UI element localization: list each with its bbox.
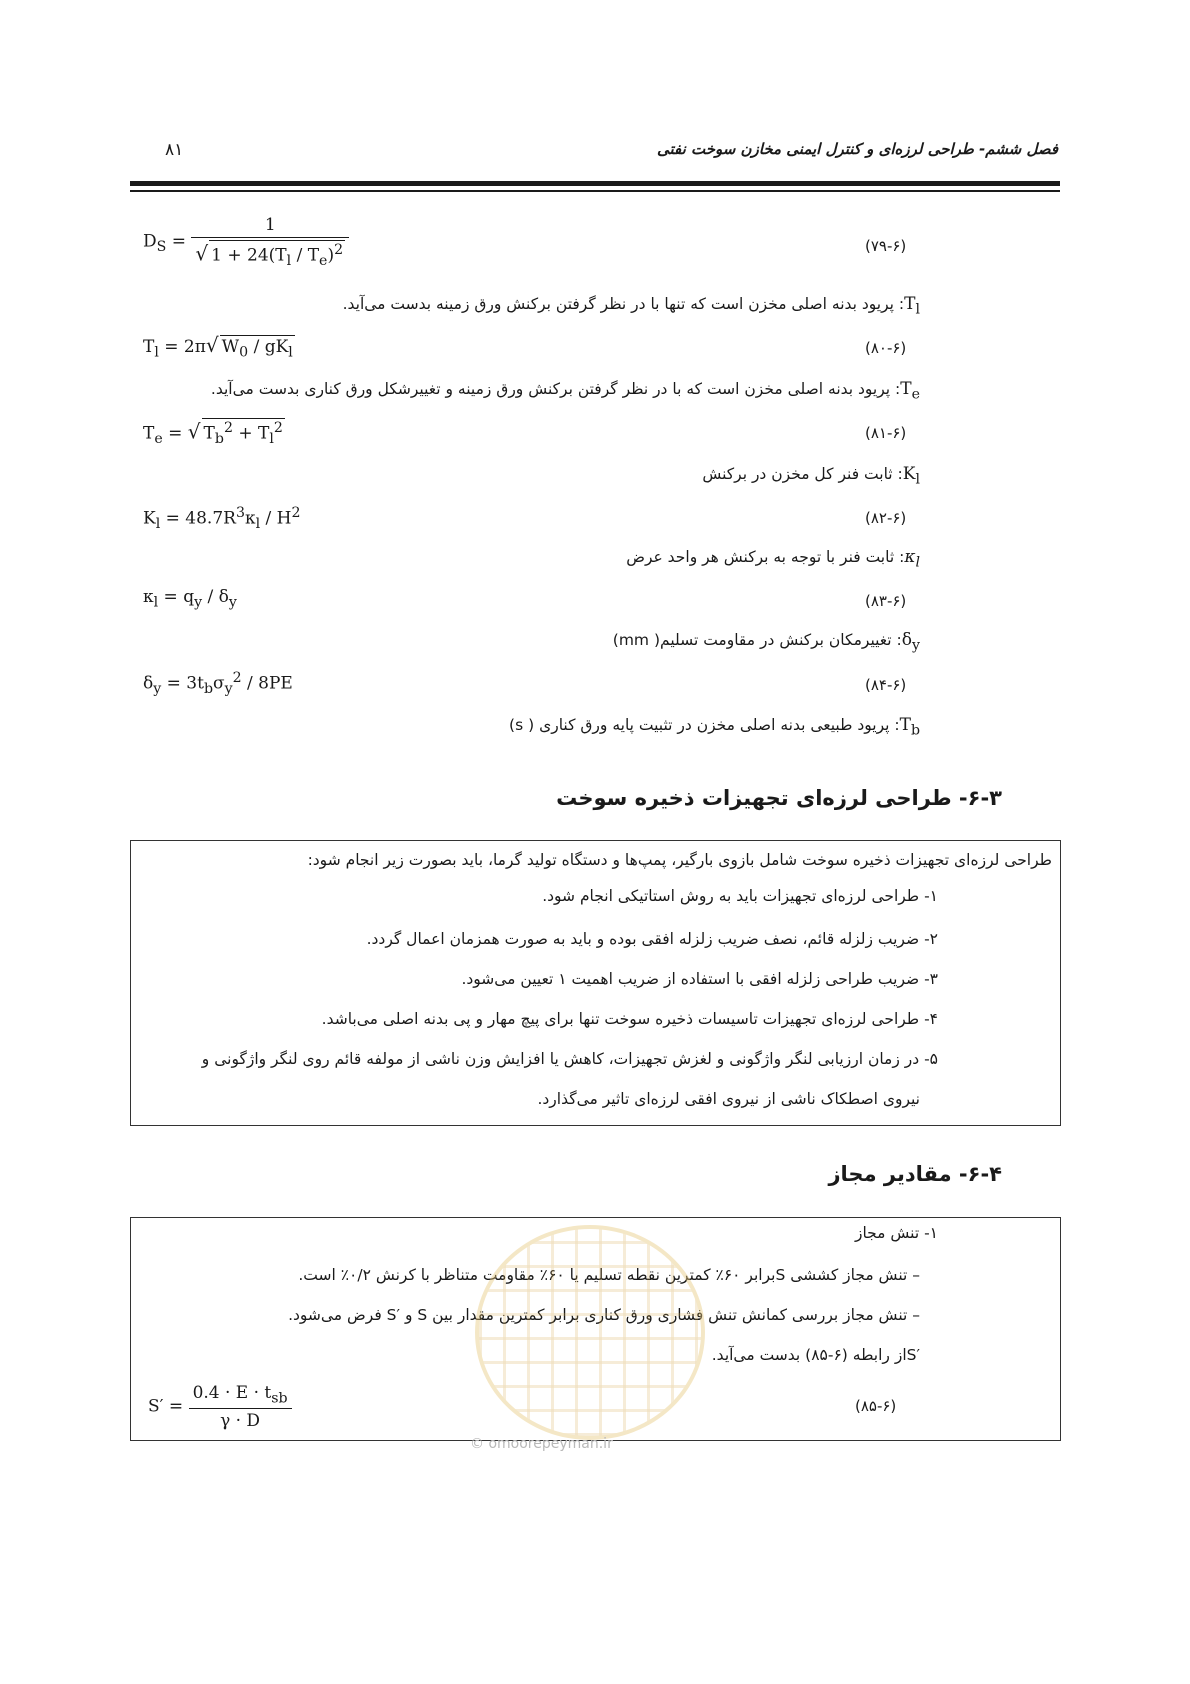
definition-k1: $K_l$: ثابت فنر کل مخزن در برکنش (702, 464, 920, 488)
definition-te: $T_e$: پریود بدنه اصلی مخزن است که با در نظر گرفتن برکنش ورق زمینه و تغییرشکل ورق کناری بدست می‌آید. (210, 379, 920, 403)
equation-number: (۸۴-۶) (865, 676, 907, 694)
equation-number: (۸۲-۶) (865, 509, 907, 527)
list-item: ۲- ضریب زلزله قائم، نصف ضریب زلزله افقی بوده و باید به صورت همزمان اعمال گردد. (366, 930, 938, 948)
equation-83: $\kappa_l = q_y / \delta_y$ (143, 587, 237, 611)
equation-number: (۸۱-۶) (865, 424, 907, 442)
sprime-note: ′Sاز رابطه (۶-۸۵) بدست می‌آید. (711, 1346, 920, 1364)
tensile-stress-bullet: – تنش مجاز کششی Sبرابر ۶۰٪ کمترین نقطه تسلیم یا ۶۰٪ مقاومت متناظر با کرنش ۰/۲٪ است. (298, 1266, 920, 1284)
list-item: ۱- طراحی لرزه‌ای تجهیزات باید به روش استاتیکی انجام شود. (542, 887, 938, 905)
definition-deltay: $\delta_y$: تغییرمکان برکنش در مقاومت تسلیم( mm) (612, 630, 920, 654)
watermark-url: © omoorepeyman.ir (470, 1436, 613, 1452)
equation-85: S′ = $\frac{0.4 \cdot E \cdot t_{sb}}{\gamma \cdot D}$ (148, 1383, 292, 1431)
section-heading-6-3: ۶-۳- طراحی لرزه‌ای تجهیزات ذخیره سوخت (556, 786, 1002, 810)
header-rule-thick (130, 181, 1060, 186)
section-heading-6-4: ۶-۴- مقادیر مجاز (828, 1162, 1002, 1186)
list-item: ۵- در زمان ارزیابی لنگر واژگونی و لغزش تجهیزات، کاهش یا افزایش وزن ناشی از مولفه قائم روی لنگر واژگونی و (201, 1050, 938, 1068)
equation-81: $T_e$ = √ $T_b^2 + T_l^2$ (143, 419, 283, 448)
equation-84: $\delta_y = 3t_b\sigma_y^2 / 8PE$ (143, 670, 293, 698)
list-item: ۳- ضریب طراحی زلزله افقی با استفاده از ضریب اهمیت ۱ تعیین می‌شود. (461, 970, 938, 988)
watermark-seal (475, 1225, 705, 1440)
equation-number: (۸۰-۶) (865, 339, 907, 357)
copyright-icon: © (470, 1436, 484, 1452)
definition-kappa1: $\kappa_l$: ثابت فنر با توجه به برکنش هر واحد عرض (626, 547, 920, 571)
page-number: ۸۱ (165, 140, 184, 160)
allowable-stress-item: ۱- تنش مجاز (854, 1224, 938, 1242)
list-item: ۴- طراحی لرزه‌ای تجهیزات تاسیسات ذخیره سوخت تنها برای پیچ مهار و پی بدنه اصلی می‌باشد. (321, 1010, 938, 1028)
list-item-continuation: نیروی اصطکاک ناشی از نیروی افقی لرزه‌ای تاثیر می‌گذارد. (537, 1090, 920, 1108)
equation-80: $T_l = 2\pi√$ $W_0 / gK_l$ (143, 333, 293, 361)
definition-tb: $T_b$: پریود طبیعی بدنه اصلی مخزن در تثبیت پایه ورق کناری ( s) (509, 715, 920, 739)
box-intro: طراحی لرزه‌ای تجهیزات ذخیره سوخت شامل بازوی بارگیر، پمپ‌ها و دستگاه تولید گرما، باید بصورت زیر انجام شود: (307, 851, 1052, 869)
equation-79: $D_S$ = $\frac{1}{√ 1 + 24(T_l / T_e)^2}$ (143, 215, 349, 269)
definition-t1: $T_l$: پریود بدنه اصلی مخزن است که تنها با در نظر گرفتن برکنش ورق زمینه بدست می‌آید. (342, 294, 920, 318)
equation-82: $K_l = 48.7R^3\kappa_l / H^2$ (143, 505, 301, 533)
equation-number: (۷۹-۶) (865, 237, 907, 255)
running-title: فصل ششم- طراحی لرزه‌ای و کنترل ایمنی مخازن سوخت نفتی (656, 140, 1058, 158)
equation-number: (۸۳-۶) (865, 592, 907, 610)
equation-number: (۸۵-۶) (855, 1397, 897, 1415)
header-rule-thin (130, 190, 1060, 192)
buckling-stress-bullet: – تنش مجاز بررسی کمانش تنش فشاری ورق کناری برابر کمترین مقدار بین S و ′S فرض می‌شود. (288, 1306, 920, 1324)
